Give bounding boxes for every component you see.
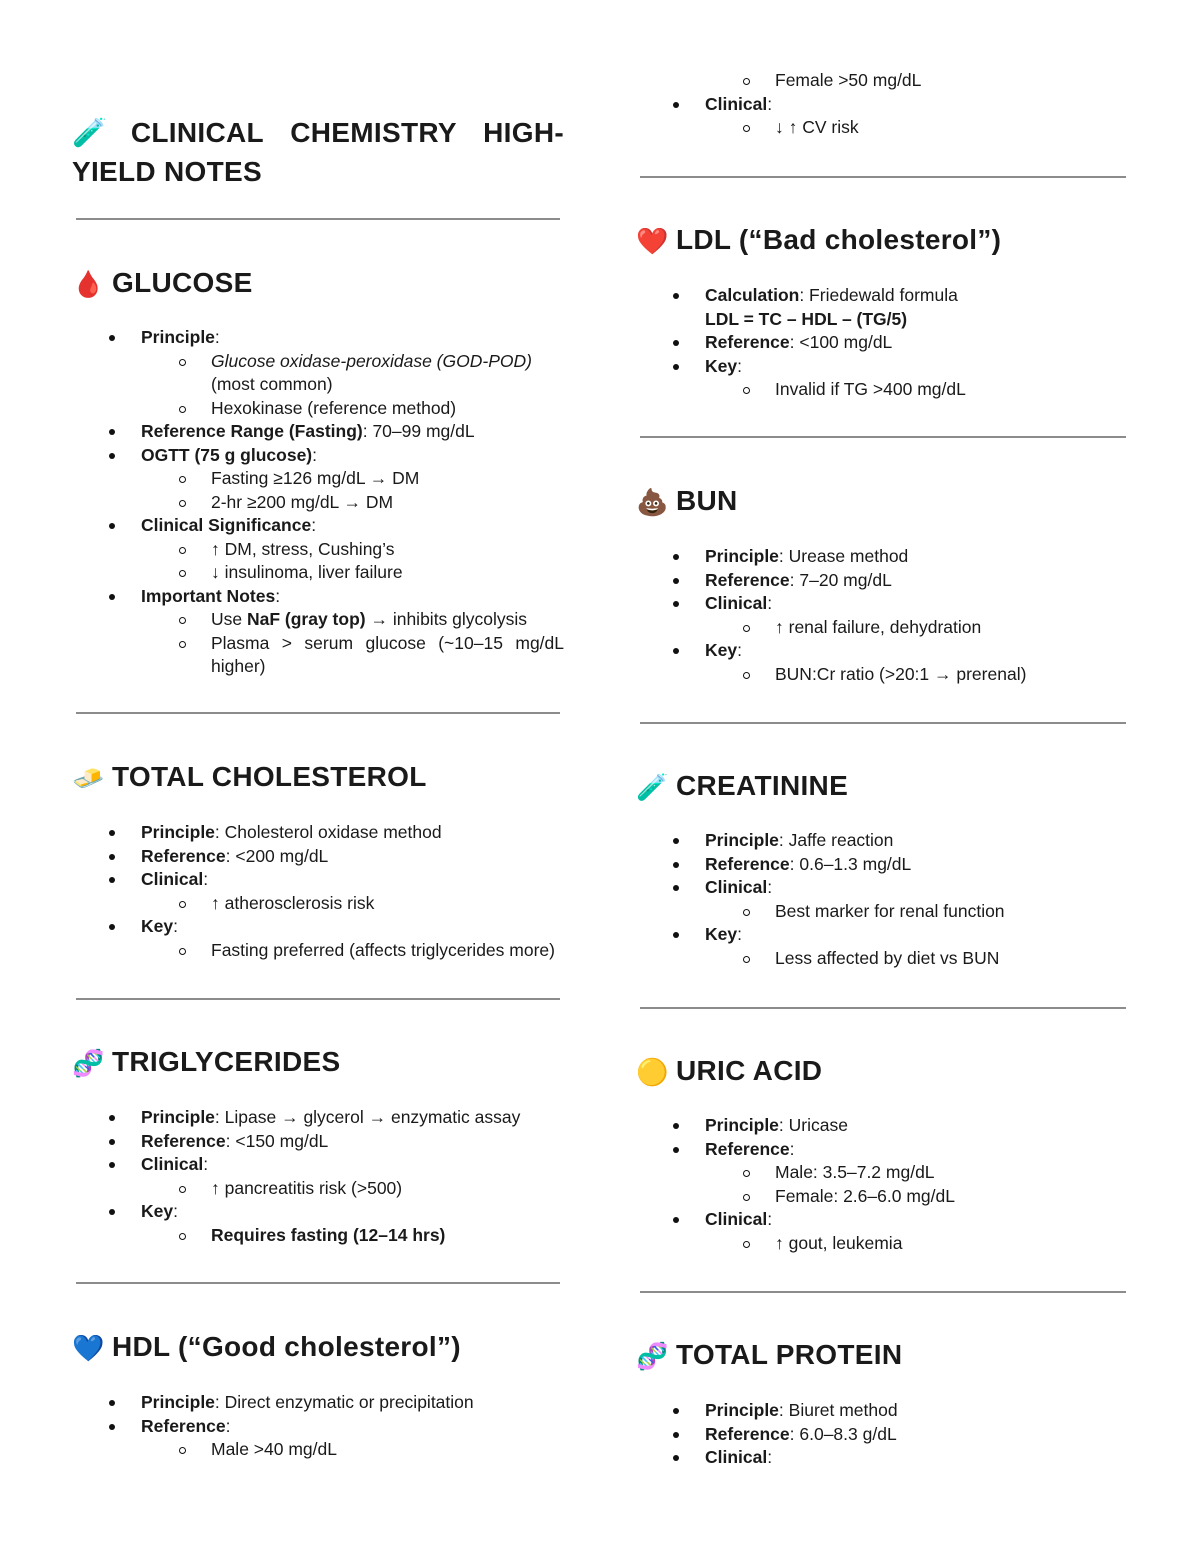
item-text xyxy=(211,350,564,397)
test-tube-icon: 🧪 xyxy=(72,117,108,148)
divider xyxy=(640,722,1126,724)
list-item xyxy=(72,444,564,515)
list-item xyxy=(636,592,1126,639)
section-heading-creatinine xyxy=(636,769,848,804)
list-item xyxy=(72,1200,564,1247)
divider xyxy=(640,1007,1126,1009)
item-text: Female >50 mg/dL xyxy=(775,70,922,90)
list-item xyxy=(72,868,564,915)
item-text: 2-hr ≥200 mg/dL → DM xyxy=(211,491,394,512)
value: : Cholesterol oxidase method xyxy=(214,822,442,842)
heading-text: LDL (“Bad cholesterol”) xyxy=(676,224,1002,255)
item-text: Fasting preferred (affects triglycerides more) xyxy=(211,939,555,960)
colon: : xyxy=(767,1447,773,1467)
value: : <150 mg/dL xyxy=(225,1130,329,1151)
label: Reference xyxy=(705,569,790,590)
list-item xyxy=(636,545,1126,569)
glucose-list xyxy=(72,326,564,679)
colon: : xyxy=(737,355,742,376)
list-item xyxy=(636,1208,1126,1255)
sub-list-item xyxy=(72,632,564,679)
triglycerides-list xyxy=(72,1106,564,1247)
list-item xyxy=(636,639,1126,686)
heading-text: TOTAL CHOLESTEROL xyxy=(112,761,427,792)
item-text: Less affected by diet vs BUN xyxy=(775,947,1000,968)
section-heading-total-cholesterol xyxy=(72,760,427,795)
sub-list-item xyxy=(636,1232,1126,1256)
item-text: Female: 2.6–6.0 mg/dL xyxy=(775,1185,955,1206)
list-item xyxy=(72,420,564,444)
item-text: Best marker for renal function xyxy=(775,900,1005,921)
poop-icon: 💩 xyxy=(636,487,669,517)
label: Clinical xyxy=(141,1154,204,1174)
colon: : xyxy=(225,1415,231,1436)
list-item-continued xyxy=(636,69,1126,93)
label: Key xyxy=(705,640,738,660)
sub-list-item xyxy=(72,608,564,632)
label: Principle xyxy=(141,327,215,347)
label: Principle xyxy=(141,1392,215,1412)
label: Important Notes xyxy=(141,585,276,606)
value: : 6.0–8.3 g/dL xyxy=(789,1423,897,1444)
list-item xyxy=(636,331,1126,355)
list-item xyxy=(636,1138,1126,1209)
sub-list-item xyxy=(72,538,564,562)
list-item xyxy=(72,1106,564,1130)
hdl-list-continued xyxy=(636,69,1126,140)
text-post: → inhibits glycolysis xyxy=(365,609,528,629)
label: Clinical xyxy=(705,877,768,897)
colon: : xyxy=(214,327,220,347)
list-item xyxy=(72,915,564,962)
sub-list-item xyxy=(72,467,564,491)
list-item xyxy=(636,569,1126,593)
label: Key xyxy=(705,924,738,944)
sub-list-item xyxy=(72,939,564,963)
value: : 70–99 mg/dL xyxy=(362,421,475,441)
list-item xyxy=(636,355,1126,402)
value: : Jaffe reaction xyxy=(778,830,894,850)
label: Key xyxy=(705,355,738,376)
colon: : xyxy=(275,585,281,606)
value: : Lipase → glycerol → enzymatic assay xyxy=(214,1107,521,1127)
heading-text: CREATININE xyxy=(676,770,849,801)
document-title xyxy=(72,113,564,191)
blue-heart-icon: 💙 xyxy=(72,1333,105,1363)
sub-list-item xyxy=(72,397,564,421)
item-text: BUN:Cr ratio (>20:1 → prerenal) xyxy=(775,663,1027,684)
item-text: ↑ pancreatitis risk (>500) xyxy=(211,1177,403,1198)
item-text: ↓ ↑ CV risk xyxy=(775,117,859,137)
heading-text: GLUCOSE xyxy=(112,267,253,298)
divider xyxy=(640,436,1126,438)
colon: : xyxy=(311,515,317,535)
italic-text: Glucose oxidase-peroxidase (GOD-POD) xyxy=(211,350,532,371)
list-item xyxy=(72,326,564,420)
label: Reference xyxy=(705,853,790,874)
value: : Direct enzymatic or precipitation xyxy=(214,1392,474,1412)
section-heading-hdl xyxy=(72,1330,461,1365)
colon: : xyxy=(767,593,773,613)
list-item xyxy=(72,845,564,869)
sub-list-item xyxy=(72,1177,564,1201)
item-text xyxy=(211,608,564,632)
list-item xyxy=(636,876,1126,923)
section-heading-total-protein xyxy=(636,1338,902,1373)
list-item xyxy=(72,1130,564,1154)
ldl-list xyxy=(636,284,1126,402)
colon: : xyxy=(767,877,773,897)
sub-list-item xyxy=(636,1161,1126,1185)
label: Key xyxy=(141,916,174,936)
document-title-text: CLINICAL CHEMISTRY HIGH-YIELD NOTES xyxy=(72,117,564,187)
blood-drop-icon: 🩸 xyxy=(72,269,105,299)
colon: : xyxy=(767,93,773,114)
item-text: ↑ renal failure, dehydration xyxy=(775,616,982,637)
bun-list xyxy=(636,545,1126,686)
item-text: ↑ atherosclerosis risk xyxy=(211,892,375,913)
hdl-list xyxy=(72,1391,564,1462)
list-item xyxy=(636,284,1126,331)
list-item xyxy=(72,821,564,845)
sub-list-item xyxy=(636,116,1126,140)
yellow-circle-icon: 🟡 xyxy=(636,1057,669,1087)
label: Clinical xyxy=(705,593,768,613)
heading-text: TRIGLYCERIDES xyxy=(112,1046,341,1077)
label: OGTT (75 g glucose) xyxy=(141,444,313,465)
label: Principle xyxy=(705,546,779,566)
dna-icon: 🧬 xyxy=(72,1048,105,1078)
sub-list-item xyxy=(72,1224,564,1248)
sub-list-item xyxy=(72,491,564,515)
label: Reference xyxy=(705,332,790,352)
label: Principle xyxy=(705,830,779,850)
list-item xyxy=(636,1446,1126,1470)
colon: : xyxy=(203,869,209,889)
label: Clinical xyxy=(705,1209,768,1229)
label: Principle xyxy=(141,1107,215,1127)
label: Principle xyxy=(705,1115,779,1135)
colon: : xyxy=(173,916,178,936)
divider xyxy=(76,712,560,714)
sub-list-item xyxy=(72,350,564,397)
section-heading-bun xyxy=(636,484,738,519)
text-pre: Use xyxy=(211,609,247,629)
item-text: Plasma > serum glucose (~10–15 mg/dL higher) xyxy=(211,632,564,676)
colon: : xyxy=(767,1209,773,1229)
list-item xyxy=(72,514,564,585)
colon: : xyxy=(737,924,742,944)
item-text: Requires fasting (12–14 hrs) xyxy=(211,1224,446,1245)
value: : Uricase xyxy=(778,1115,848,1135)
value: : <200 mg/dL xyxy=(225,845,329,866)
item-text: ↑ DM, stress, Cushing’s xyxy=(211,538,395,559)
item-text: ↓ insulinoma, liver failure xyxy=(211,562,403,582)
sub-list-item xyxy=(636,69,1126,93)
butter-icon: 🧈 xyxy=(72,763,105,793)
cholesterol-list xyxy=(72,821,564,962)
divider xyxy=(76,218,560,220)
label: Principle xyxy=(705,1400,779,1420)
sub-list-item xyxy=(72,892,564,916)
label: Clinical Significance xyxy=(141,515,312,535)
colon: : xyxy=(173,1201,178,1221)
label: Clinical xyxy=(705,93,768,114)
list-item xyxy=(636,93,1126,140)
label: Reference xyxy=(705,1138,790,1159)
list-item xyxy=(636,1423,1126,1447)
list-item xyxy=(636,1114,1126,1138)
label: Clinical xyxy=(705,1447,768,1467)
label: Calculation xyxy=(705,285,800,305)
list-item xyxy=(72,1415,564,1462)
section-heading-glucose xyxy=(72,266,253,301)
heading-text: URIC ACID xyxy=(676,1055,823,1086)
uric-acid-list xyxy=(636,1114,1126,1255)
heading-text: HDL (“Good cholesterol”) xyxy=(112,1331,461,1362)
divider xyxy=(76,998,560,1000)
sub-list-item xyxy=(636,378,1126,402)
red-heart-icon: ❤️ xyxy=(636,226,669,256)
total-protein-list xyxy=(636,1399,1126,1470)
label: Reference xyxy=(705,1423,790,1444)
value: : 7–20 mg/dL xyxy=(789,569,892,590)
list-item xyxy=(72,585,564,679)
item-text: Invalid if TG >400 mg/dL xyxy=(775,379,966,399)
bold-text: NaF (gray top) xyxy=(246,609,366,629)
section-heading-triglycerides xyxy=(72,1045,340,1080)
value: : Biuret method xyxy=(778,1400,898,1420)
dna-icon: 🧬 xyxy=(636,1341,669,1371)
sub-list-item xyxy=(72,1438,564,1462)
heading-text: TOTAL PROTEIN xyxy=(676,1339,903,1370)
item-text: Hexokinase (reference method) xyxy=(211,397,457,418)
label: Reference Range (Fasting) xyxy=(141,421,363,441)
label: Reference xyxy=(141,845,226,866)
sub-list-item xyxy=(636,1185,1126,1209)
sub-list-item xyxy=(636,663,1126,687)
item-text: Male: 3.5–7.2 mg/dL xyxy=(775,1162,935,1182)
colon: : xyxy=(203,1154,209,1174)
label: Clinical xyxy=(141,869,204,889)
list-item xyxy=(72,1391,564,1415)
list-item xyxy=(636,829,1126,853)
value: : 0.6–1.3 mg/dL xyxy=(789,853,912,874)
list-item xyxy=(72,1153,564,1200)
sub-list-item xyxy=(636,947,1126,971)
heading-text: BUN xyxy=(676,485,738,516)
item-text: Fasting ≥126 mg/dL → DM xyxy=(211,468,420,488)
label: Principle xyxy=(141,822,215,842)
creatinine-list xyxy=(636,829,1126,970)
value: : <100 mg/dL xyxy=(789,332,893,352)
divider xyxy=(640,1291,1126,1293)
colon: : xyxy=(312,444,318,465)
item-text: Male >40 mg/dL xyxy=(211,1439,337,1459)
sub-list-item xyxy=(636,616,1126,640)
colon: : xyxy=(737,640,742,660)
item-text: ↑ gout, leukemia xyxy=(775,1232,903,1253)
sub-list-item xyxy=(72,561,564,585)
continuation-text: (most common) xyxy=(211,374,333,394)
list-item xyxy=(636,923,1126,970)
label: Reference xyxy=(141,1415,226,1436)
divider xyxy=(76,1282,560,1284)
list-item xyxy=(636,1399,1126,1423)
value: : Urease method xyxy=(778,546,909,566)
label: Key xyxy=(141,1201,174,1221)
divider xyxy=(640,176,1126,178)
value: : Friedewald formula xyxy=(799,285,958,305)
test-tube-icon: 🧪 xyxy=(636,772,669,802)
section-heading-uric-acid xyxy=(636,1054,822,1089)
label: Reference xyxy=(141,1130,226,1151)
formula: LDL = TC – HDL – (TG/5) xyxy=(705,308,908,329)
colon: : xyxy=(789,1138,795,1159)
sub-list-item xyxy=(636,900,1126,924)
list-item xyxy=(636,853,1126,877)
section-heading-ldl xyxy=(636,223,1001,258)
